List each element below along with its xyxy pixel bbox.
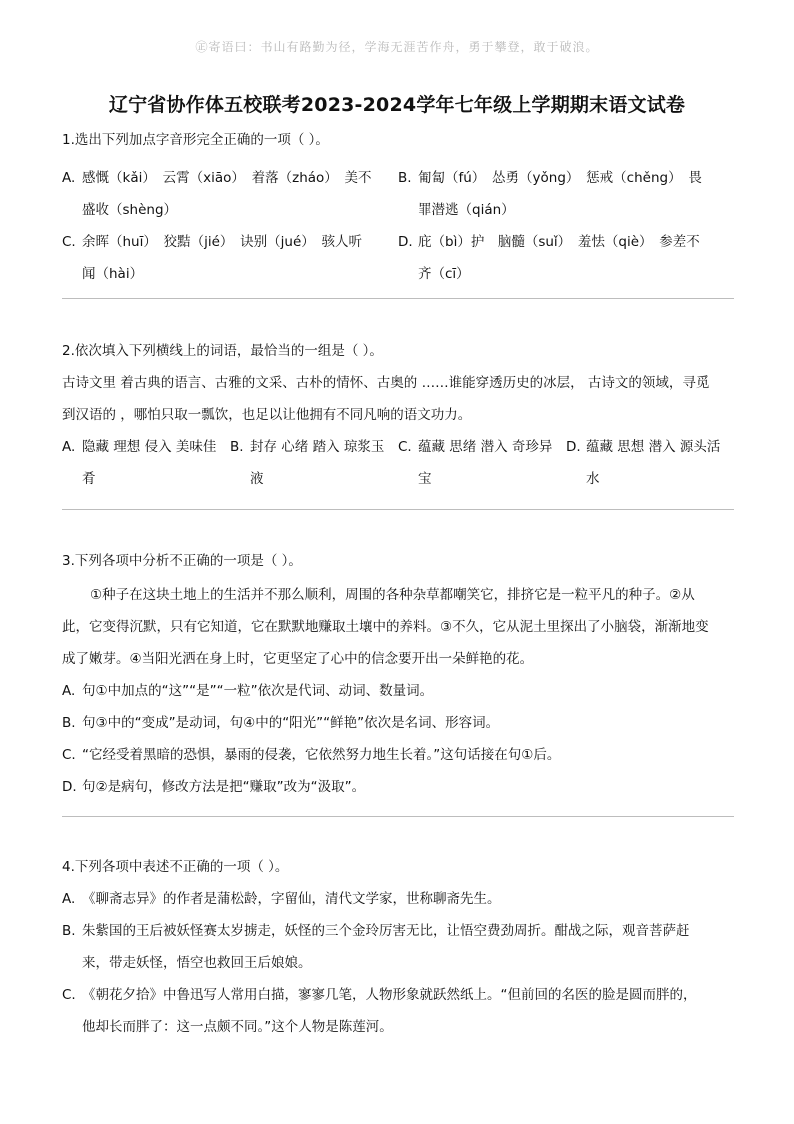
q4-option-c[interactable] <box>62 979 734 1043</box>
option-text-line1: 感慨（kǎi） 云霄（xiāo） 着落（zháo） 美不 <box>82 170 372 186</box>
option-text-line2: 盛收（shèng） <box>82 202 178 218</box>
option-text-line1: 朱紫国的王后被妖怪赛太岁掳走，妖怪的三个金玲厉害无比，让悟空费劲周折。酣战之际，观音菩萨赶 <box>82 923 690 939</box>
q3-option-b[interactable] <box>62 707 734 739</box>
option-label: C. <box>62 987 76 1003</box>
option-text-line2: 齐（cī） <box>418 266 470 282</box>
question-4 <box>62 857 734 1043</box>
option-label: C. <box>398 439 412 455</box>
option-label: B. <box>62 715 76 731</box>
exam-title: 辽宁省协作体五校联考2023-2024学年七年级上学期期末语文试卷 <box>108 94 686 116</box>
passage-line: 成了嫩芽。④当阳光洒在身上时，它更坚定了心中的信念要开出一朵鲜艳的花。 <box>62 651 534 667</box>
question-2 <box>62 341 734 495</box>
passage-line: 此，它变得沉默，只有它知道，它在默默地赚取土壤中的养料。③不久，它从泥土里探出了小脑袋，渐渐地变 <box>62 619 709 635</box>
option-text-line1: 余晖（huī） 狡黠（jié） 诀别（jué） 骇人听 <box>82 234 363 250</box>
option-text-line2: 宝 <box>418 471 432 487</box>
option-label: A. <box>62 683 76 699</box>
option-text-line1: 匍匐（fú） 怂勇（yǒng） 惩戒（chěng） 畏 <box>418 170 702 186</box>
q1-option-b[interactable] <box>398 162 734 226</box>
option-label: B. <box>62 923 76 939</box>
option-text-line1: 封存 心绪 踏入 琼浆玉 <box>250 439 385 455</box>
q4-option-b[interactable] <box>62 915 734 979</box>
option-text: 句②是病句，修改方法是把“赚取”改为“汲取”。 <box>82 779 366 795</box>
option-text-line2: 罪潜逃（qián） <box>418 202 515 218</box>
option-text-line2: 来，带走妖怪，悟空也救回王后娘娘。 <box>82 955 312 971</box>
q2-option-a[interactable] <box>62 431 230 495</box>
option-label: A. <box>62 170 76 186</box>
q3-option-a[interactable] <box>62 675 734 707</box>
option-label: A. <box>62 891 76 907</box>
question-3 <box>62 551 734 803</box>
passage-line: 到汉语的 ，哪怕只取一瓢饮，也足以让他拥有不同凡响的语文功力。 <box>62 407 472 423</box>
option-label: B. <box>398 170 412 186</box>
q1-option-a[interactable] <box>62 162 398 226</box>
option-text: “它经受着黑暗的恐惧，暴雨的侵袭，它依然努力地生长着。”这句话接在句①后。 <box>82 747 561 763</box>
option-label: B. <box>230 439 244 455</box>
q3-option-d[interactable] <box>62 771 734 803</box>
option-text-line2: 肴 <box>82 471 96 487</box>
option-text-line1: 隐藏 理想 侵入 美味佳 <box>82 439 217 455</box>
section-divider <box>62 298 734 299</box>
option-text: 句①中加点的“这”“是”“一粒”依次是代词、动词、数量词。 <box>82 683 434 699</box>
passage-line: ①种子在这块土地上的生活并不那么顺利，周围的各种杂草都嘲笑它，排挤它是一粒平凡的种子。②从 <box>90 587 695 603</box>
q2-option-b[interactable] <box>230 431 398 495</box>
option-text-line1: 蕴藏 思绪 潜入 奇珍异 <box>418 439 553 455</box>
question-3-passage <box>62 579 734 675</box>
q2-option-c[interactable] <box>398 431 566 495</box>
section-divider <box>62 816 734 817</box>
option-text-line1: 蕴藏 思想 潜入 源头活 <box>586 439 721 455</box>
option-text-line2: 水 <box>586 471 600 487</box>
passage-line: 古诗文里 着古典的语言、古雅的文采、古朴的情怀、古奥的 ……谁能穿透历史的冰层， 古诗文的领域，寻觅 <box>62 375 710 391</box>
section-divider <box>62 509 734 510</box>
option-text-line2: 他却长而胖了：这一点颇不同。”这个人物是陈莲河。 <box>82 1019 393 1035</box>
option-label: D. <box>398 234 413 250</box>
q2-option-d[interactable] <box>566 431 734 495</box>
option-label: C. <box>62 234 76 250</box>
option-text-line1: 《朝花夕拾》中鲁迅写人常用白描，寥寥几笔，人物形象就跃然纸上。“但前回的名医的脸是圆而胖的， <box>82 987 697 1003</box>
option-text-line2: 液 <box>250 471 264 487</box>
motto-watermark: ㊣寄语曰：书山有路勤为径，学海无涯苦作舟，勇于攀登，敢于破浪。 <box>195 40 599 54</box>
option-label: C. <box>62 747 76 763</box>
q1-option-c[interactable] <box>62 226 398 290</box>
q1-option-d[interactable] <box>398 226 734 290</box>
option-label: A. <box>62 439 76 455</box>
question-2-stem: 2.依次填入下列横线上的词语，最恰当的一组是（ ）。 <box>62 343 383 359</box>
option-text-line2: 闻（hài） <box>82 266 144 282</box>
question-3-stem: 3.下列各项中分析不正确的一项是（ ）。 <box>62 553 302 569</box>
question-2-passage <box>62 367 734 431</box>
option-text-line1: 庇（bì）护 脑髓（suǐ） 羞怯（qiè） 参差不 <box>418 234 700 250</box>
q4-option-a[interactable] <box>62 883 734 915</box>
question-4-stem: 4.下列各项中表述不正确的一项（ ）。 <box>62 859 289 875</box>
option-label: D. <box>566 439 581 455</box>
option-text: 句③中的“变成”是动词，句④中的“阳光”“鲜艳”依次是名词、形容词。 <box>82 715 500 731</box>
option-text-line1: 《聊斋志异》的作者是蒲松龄，字留仙，清代文学家，世称聊斋先生。 <box>82 891 501 907</box>
question-1-stem: 1.选出下列加点字音形完全正确的一项（ ）。 <box>62 132 329 148</box>
option-label: D. <box>62 779 77 795</box>
question-1 <box>62 130 734 290</box>
q3-option-c[interactable] <box>62 739 734 771</box>
